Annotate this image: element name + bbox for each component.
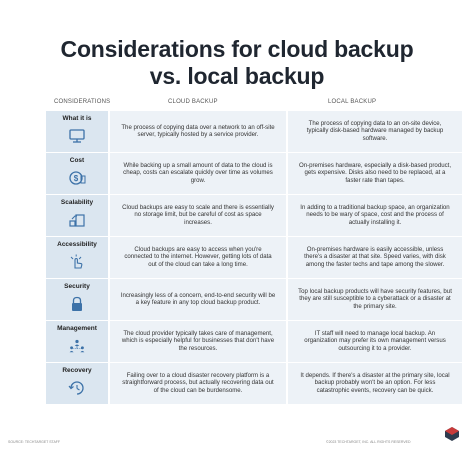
row-label-cell [46,321,108,362]
people-icon [68,337,86,355]
local-cell: It depends. If there's a disaster at the primary site, local backup probably won't be an option. For less catastrophic events, recovery can be quick. [288,363,462,404]
cloud-cell: Cloud backups are easy to access when you're connected to the internet. However, getting lots of data out of the cloud can take a long time. [110,237,286,278]
row-label: What it is [62,115,92,122]
row-label-cell [46,111,108,152]
header-considerations: CONSIDERATIONS [54,99,111,105]
row-label: Recovery [62,367,92,374]
row-label: Scalability [60,199,94,206]
title-line-1: Considerations for cloud backup [60,36,414,62]
table-row [46,111,462,152]
table-row [46,153,462,194]
row-label: Accessibility [57,241,97,248]
row-label-cell [46,195,108,236]
table-row [46,279,462,320]
copyright-note: ©2023 TECHTARGET, INC. ALL RIGHTS RESERVED [326,440,411,444]
cloud-cell: While backing up a small amount of data to the cloud is cheap, costs can escalate quickly over time as volumes grow. [110,153,286,194]
scalability-icon [68,211,86,229]
local-cell: In adding to a traditional backup space, an organization needs to be wary of space, cost and the process of actually installing it. [288,195,462,236]
column-headers [0,99,474,109]
table-row [46,237,462,278]
cloud-cell: The process of copying data over a network to an off-site server, typically hosted by a service provider. [110,111,286,152]
local-cell: On-premises hardware is easily accessible, unless there's a disaster at that site. Speed varies, with disk among the faster techs and tape among the slower. [288,237,462,278]
pointer-icon [68,253,86,271]
table-row [46,321,462,362]
source-note: SOURCE: TECHTARGET STAFF [8,440,61,444]
recovery-icon [68,379,86,397]
table-row [46,363,462,404]
local-cell: On-premises hardware, especially a disk-based product, gets expensive. Disks also need to be replaced, at a faster rate than tapes. [288,153,462,194]
row-label: Cost [69,157,85,164]
computer-icon [68,127,86,145]
title-line-2: vs. local backup [149,63,325,89]
page-title [0,36,474,90]
local-cell: Top local backup products will have security features, but they are still susceptible to a cyberattack or a disaster at the primary site. [288,279,462,320]
lock-icon [68,295,86,313]
table-row [46,195,462,236]
svg-text:$: $ [73,174,79,183]
money-icon [68,169,86,187]
cloud-cell: Failing over to a cloud disaster recovery platform is a straightforward process, but actually recovering data out of the cloud can be burdensome. [110,363,286,404]
cloud-cell: Cloud backups are easy to scale and there is essentially no storage limit, but be careful of cost as space increases. [110,195,286,236]
cloud-cell: The cloud provider typically takes care of management, which is especially helpful for businesses that don't have the resources. [110,321,286,362]
header-local-backup: LOCAL BACKUP [328,99,377,105]
local-cell: The process of copying data to an on-site device, typically disk-based hardware managed by backup software. [288,111,462,152]
cloud-cell: Increasingly less of a concern, end-to-end security will be a key feature in any top cloud backup product. [110,279,286,320]
row-label-cell [46,153,108,194]
row-label-cell [46,279,108,320]
comparison-table [46,111,462,405]
local-cell: IT staff will need to manage local backup. An organization may prefer its own management versus outsourcing it to a provider. [288,321,462,362]
row-label: Security [64,283,90,290]
techtarget-logo [442,426,462,442]
row-label: Management [57,325,97,332]
row-label-cell [46,363,108,404]
row-label-cell [46,237,108,278]
header-cloud-backup: CLOUD BACKUP [168,99,218,105]
